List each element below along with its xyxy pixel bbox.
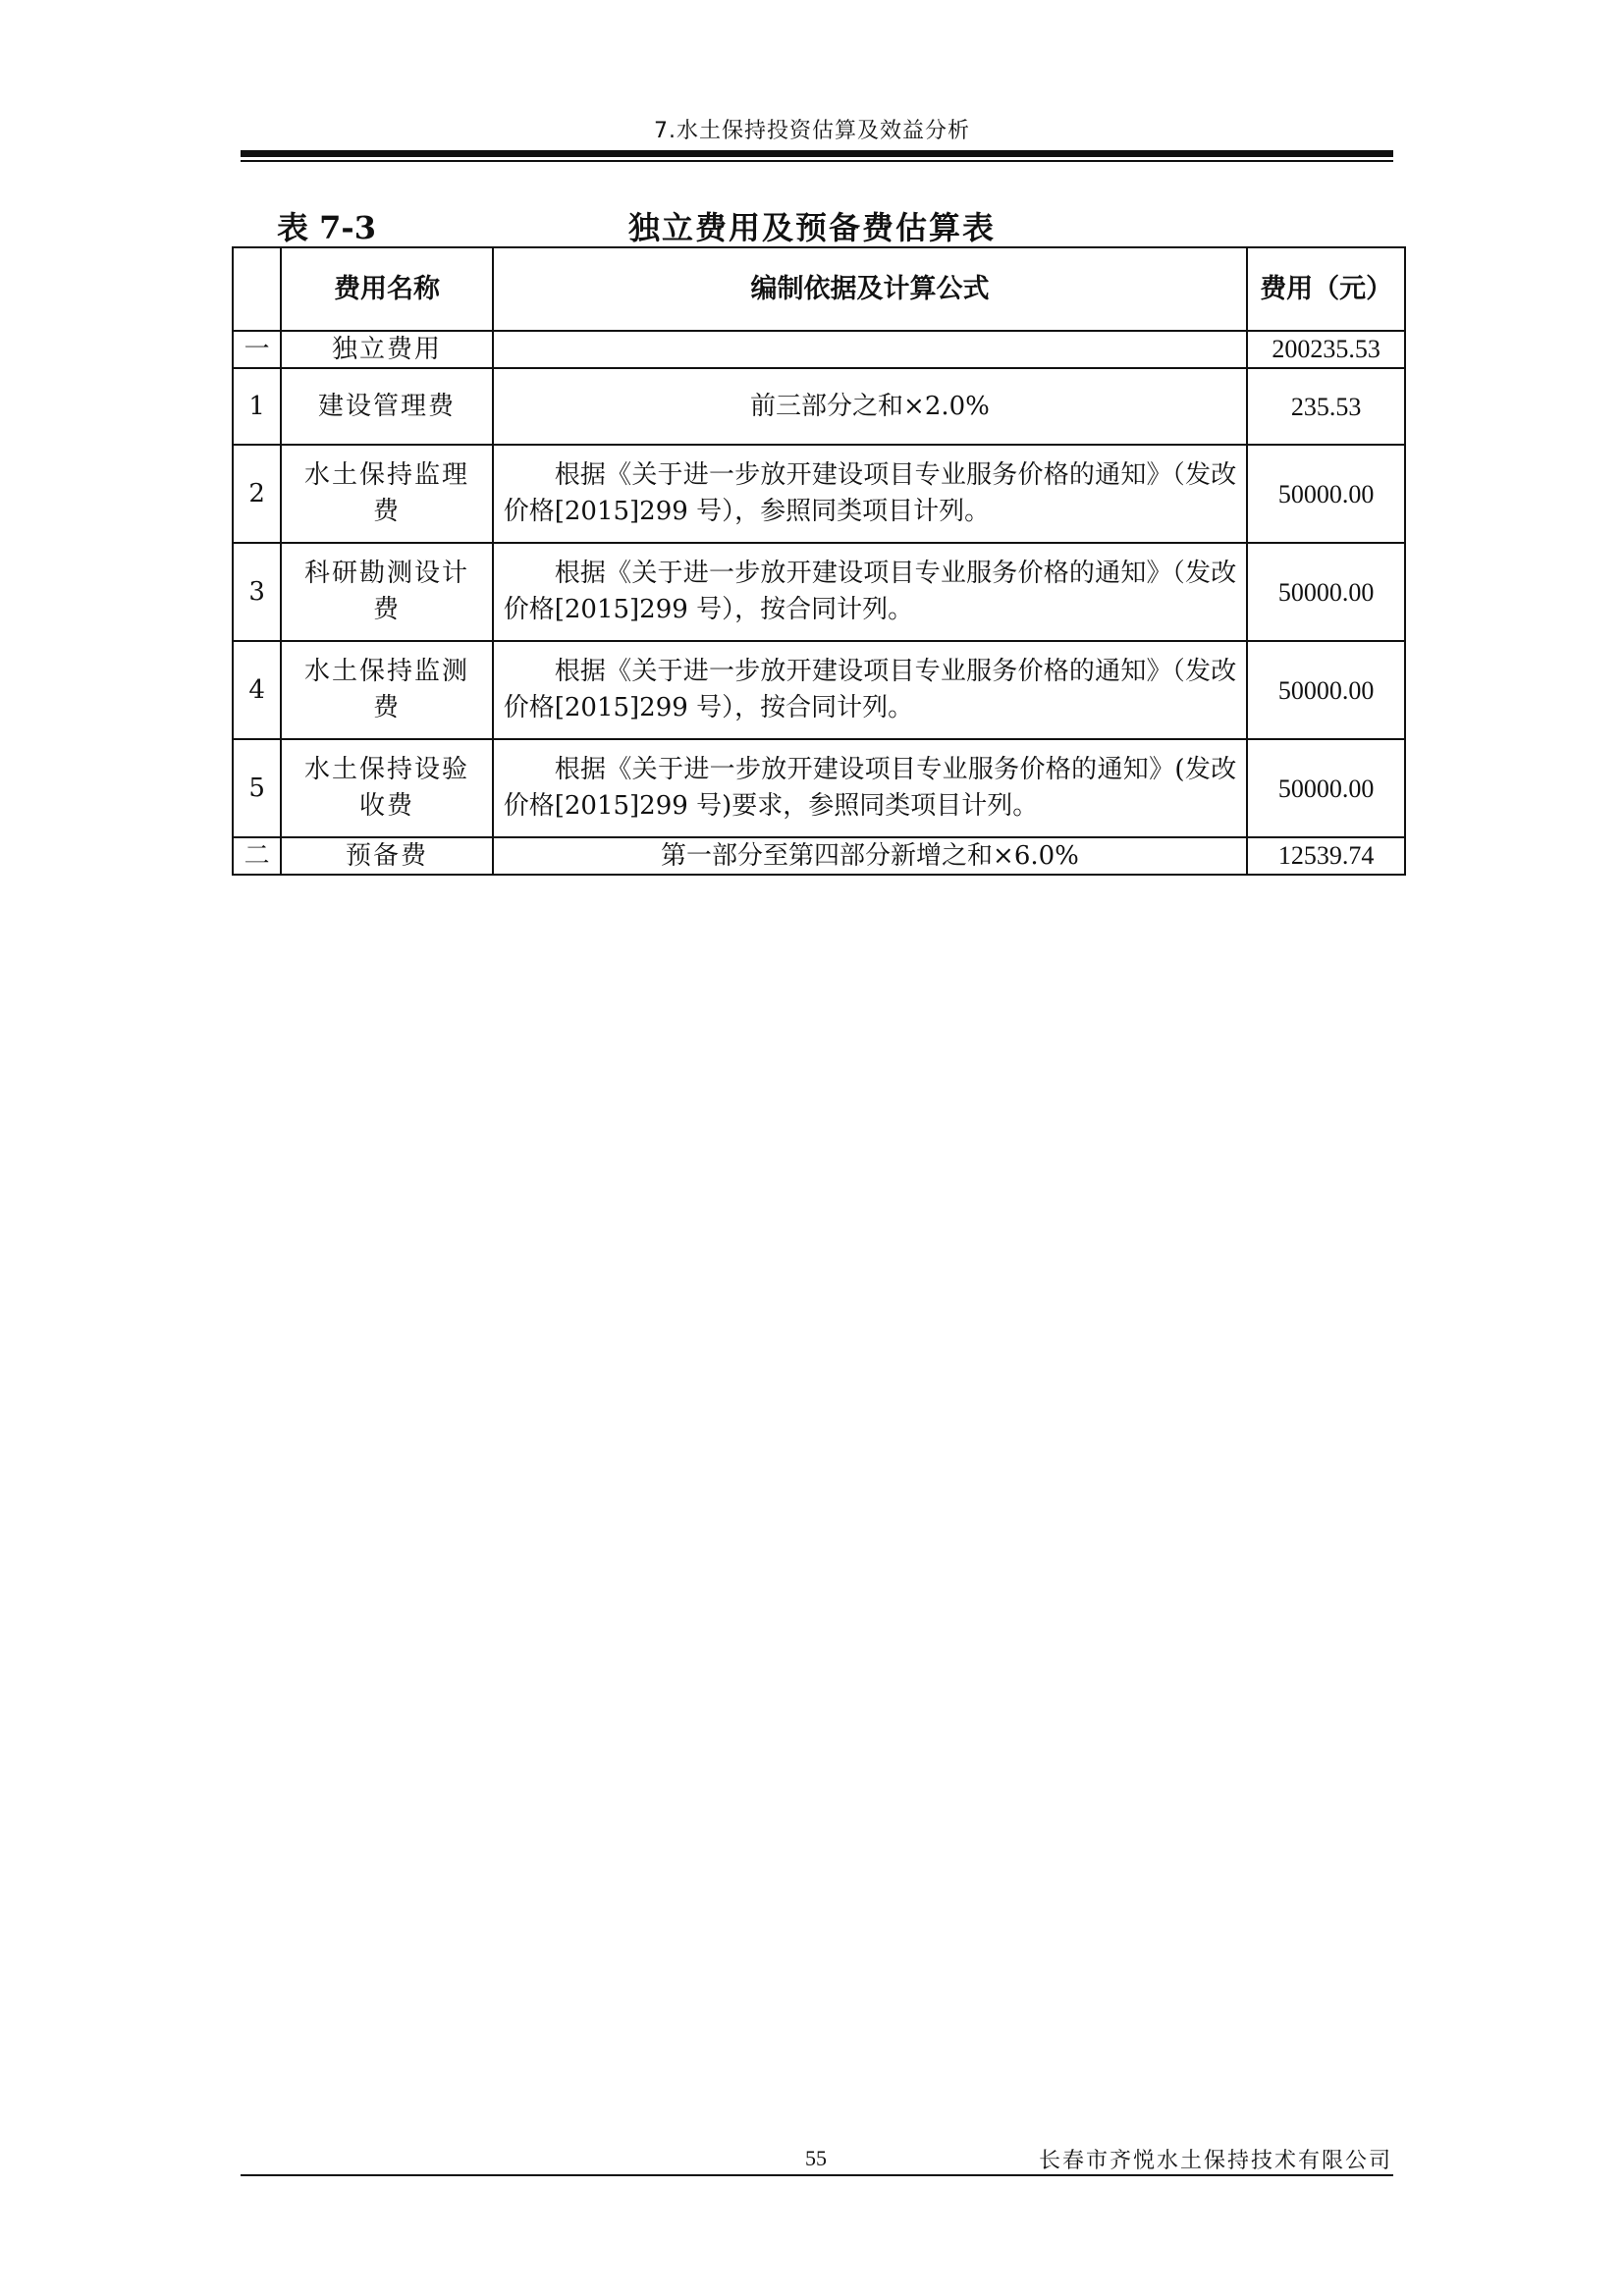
header-cell-name: 费用名称 bbox=[281, 247, 492, 331]
header-cell-cost: 费用（元） bbox=[1247, 247, 1405, 331]
row-no: 4 bbox=[233, 641, 281, 739]
row-basis: 根据《关于进一步放开建设项目专业服务价格的通知》（发改价格[2015]299 号），按合同计列。 bbox=[493, 543, 1247, 641]
company-name: 长春市齐悦水土保持技术有限公司 bbox=[1038, 2149, 1392, 2173]
row-cost: 50000.00 bbox=[1247, 739, 1405, 837]
row-no: 1 bbox=[233, 368, 281, 445]
running-header: 7.水土保持投资估算及效益分析 bbox=[654, 119, 970, 143]
row-no: 二 bbox=[233, 837, 281, 875]
header-cell-no bbox=[233, 247, 281, 331]
table-row bbox=[233, 543, 1405, 641]
table-row bbox=[233, 837, 1405, 875]
row-no: 一 bbox=[233, 331, 281, 368]
row-basis: 根据《关于进一步放开建设项目专业服务价格的通知》(发改价格[2015]299 号)要求，参照同类项目计列。 bbox=[493, 739, 1247, 837]
table-row bbox=[233, 331, 1405, 368]
row-cost: 50000.00 bbox=[1247, 445, 1405, 543]
row-cost: 235.53 bbox=[1247, 368, 1405, 445]
row-basis bbox=[493, 331, 1247, 368]
header-cell-basis: 编制依据及计算公式 bbox=[493, 247, 1247, 331]
header-rule-thick bbox=[241, 150, 1393, 157]
row-cost: 200235.53 bbox=[1247, 331, 1405, 368]
row-name: 科研勘测设计费 bbox=[281, 543, 492, 641]
row-name: 预备费 bbox=[281, 837, 492, 875]
table-row bbox=[233, 368, 1405, 445]
row-basis: 根据《关于进一步放开建设项目专业服务价格的通知》（发改价格[2015]299 号），参照同类项目计列。 bbox=[493, 445, 1247, 543]
table-title: 独立费用及预备费估算表 bbox=[628, 209, 997, 246]
footer-rule bbox=[241, 2174, 1393, 2176]
table-row bbox=[233, 739, 1405, 837]
row-basis: 前三部分之和×2.0% bbox=[493, 368, 1247, 445]
header-rule-thin bbox=[241, 160, 1393, 162]
page-number: 55 bbox=[805, 2146, 827, 2170]
row-name: 水土保持监测费 bbox=[281, 641, 492, 739]
table-header-row bbox=[233, 247, 1405, 331]
row-name: 水土保持监理费 bbox=[281, 445, 492, 543]
row-name: 独立费用 bbox=[281, 331, 492, 368]
row-cost: 12539.74 bbox=[1247, 837, 1405, 875]
table-row bbox=[233, 641, 1405, 739]
row-cost: 50000.00 bbox=[1247, 641, 1405, 739]
row-no: 5 bbox=[233, 739, 281, 837]
row-cost: 50000.00 bbox=[1247, 543, 1405, 641]
row-basis: 根据《关于进一步放开建设项目专业服务价格的通知》（发改价格[2015]299 号），按合同计列。 bbox=[493, 641, 1247, 739]
row-name: 水土保持设验收费 bbox=[281, 739, 492, 837]
table-number: 表 7-3 bbox=[277, 209, 376, 246]
row-name: 建设管理费 bbox=[281, 368, 492, 445]
cost-estimate-table bbox=[232, 246, 1406, 876]
table-row bbox=[233, 445, 1405, 543]
row-basis: 第一部分至第四部分新增之和×6.0% bbox=[493, 837, 1247, 875]
row-no: 2 bbox=[233, 445, 281, 543]
row-no: 3 bbox=[233, 543, 281, 641]
